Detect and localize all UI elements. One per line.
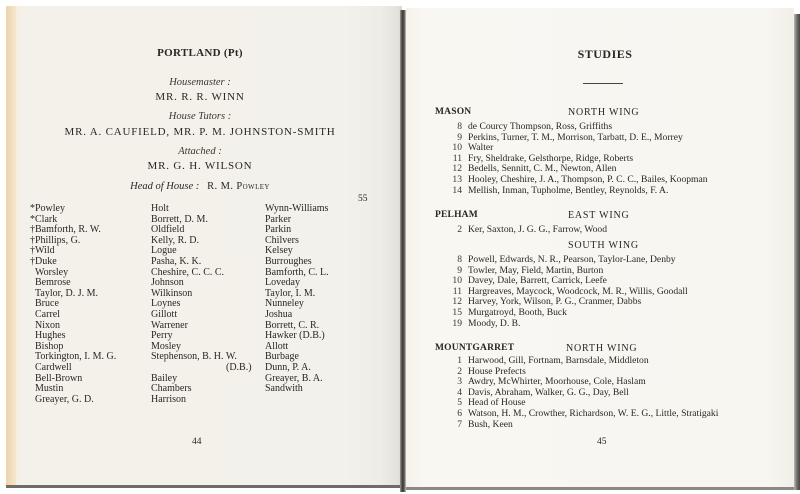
study-occupants: Walter: [468, 142, 494, 154]
study-occupants: Murgatroyd, Booth, Buck: [468, 306, 567, 318]
member-name: Gillott: [151, 308, 178, 320]
member-name: Chambers: [151, 383, 192, 395]
head-of-house-name: R. M. Powley: [207, 181, 270, 192]
member-name: Burroughes: [265, 255, 312, 267]
member-name: Bell-Brown: [30, 372, 83, 384]
study-number: 12: [452, 296, 462, 308]
member-name: Wynn-Williams: [265, 203, 329, 214]
member-name: †Phillips, G.: [30, 234, 81, 246]
member-name: Sandwith: [265, 383, 303, 395]
study-number: 19: [452, 317, 462, 329]
study-occupants: Bedells, Sennitt, C. M., Newton, Allen: [468, 163, 617, 175]
study-number: 1: [457, 355, 462, 366]
member-name: Cheshire, C. C. C.: [151, 266, 225, 278]
member-name: †Duke: [30, 255, 57, 267]
member-name: Mustin: [30, 383, 64, 395]
study-occupants: Awdry, McWhirter, Moorhouse, Cole, Haslam: [468, 376, 646, 388]
study-number: 11: [452, 285, 462, 297]
study-rows: [450, 356, 718, 430]
member-name: Taylor, I. M.: [265, 287, 316, 299]
member-name: Kelsey: [265, 245, 293, 257]
member-name: (D.B.): [226, 361, 252, 373]
housemaster-label: Housemaster :: [169, 77, 231, 88]
member-name: Warrener: [151, 319, 188, 331]
member-name: *Clark: [30, 213, 58, 225]
member-name: *Powley: [30, 203, 65, 214]
study-number: 4: [457, 386, 462, 398]
member-column-3: [265, 204, 329, 395]
wing-heading: EAST WING: [568, 210, 630, 221]
house-title: PORTLAND (Pt): [157, 47, 243, 59]
studies-title: STUDIES: [577, 47, 633, 61]
member-name: Joshua: [265, 308, 293, 320]
member-name: Parkin: [265, 224, 292, 236]
housemaster-name: MR. R. R. WINN: [155, 91, 245, 103]
study-row: [450, 308, 688, 319]
member-name: Harrison: [151, 393, 186, 405]
house-heading: PELHAM: [435, 210, 478, 220]
member-name: Dunn, P. A.: [265, 361, 311, 373]
member-name: †Wild: [30, 245, 55, 257]
member-name: Perry: [151, 330, 173, 342]
member-name: Taylor, D. J. M.: [30, 287, 99, 299]
study-occupants: Davey, Dale, Barrett, Carrick, Leefe: [468, 275, 607, 287]
member-column-2: [151, 204, 252, 405]
member-name: Torkington, I. M. G.: [30, 351, 117, 363]
study-occupants: Perkins, Turner, T. M., Morrison, Tarbatt, D. E., Morrey: [468, 131, 683, 143]
member-name: Johnson: [151, 277, 184, 289]
member-name: Nunneley: [265, 298, 304, 310]
title-rule: [583, 83, 623, 84]
study-number: 6: [457, 407, 462, 419]
member-name: Logue: [151, 245, 177, 257]
page-number-right: 45: [597, 437, 607, 447]
member-name: Borrett, C. R.: [265, 319, 320, 331]
study-occupants: Harwood, Gill, Fortnam, Barnsdale, Middleton: [468, 355, 649, 366]
study-occupants: Powell, Edwards, N. R., Pearson, Taylor-Lane, Denby: [468, 254, 676, 265]
member-name: Wilkinson: [151, 287, 193, 299]
study-number: 2: [457, 224, 462, 235]
study-number: 15: [452, 306, 462, 318]
study-number: 3: [457, 376, 462, 388]
study-number: 14: [452, 184, 462, 196]
house-heading: MASON: [435, 107, 472, 117]
study-number: 12: [452, 163, 462, 175]
member-name: Greayer, G. D.: [30, 393, 94, 405]
study-rows: [450, 122, 708, 196]
member-name: Bailey: [151, 372, 178, 384]
attached-label: Attached :: [178, 146, 222, 157]
study-number: 5: [457, 397, 462, 409]
member-name: Stephenson, B. H. W.: [151, 351, 237, 363]
study-row: [450, 122, 708, 133]
study-row: [450, 409, 718, 420]
house-heading: MOUNTGARRET: [435, 343, 515, 353]
study-occupants: Ker, Saxton, J. G. G., Farrow, Wood: [468, 224, 608, 235]
member-name: Hawker (D.B.): [265, 330, 325, 342]
page-number-left: 44: [192, 437, 202, 447]
member-name: †Bamforth, R. W.: [30, 224, 101, 236]
study-occupants: de Courcy Thompson, Ross, Griffiths: [468, 121, 613, 132]
study-number: 10: [452, 142, 462, 154]
wing-heading: NORTH WING: [566, 343, 638, 354]
member-name: Bemrose: [30, 277, 71, 289]
member-name: Holt: [151, 203, 169, 214]
head-of-house: [0, 181, 400, 192]
house-tutors-names: MR. A. CAUFIELD, MR. P. M. JOHNSTON-SMITH: [64, 126, 336, 138]
study-occupants: Watson, H. M., Crowther, Richardson, W. E. G., Little, Stratigaki: [468, 407, 719, 419]
member-name: Worsley: [30, 266, 69, 278]
study-occupants: Towler, May, Field, Martin, Burton: [468, 264, 604, 276]
study-row: [450, 356, 718, 367]
study-row: [450, 255, 688, 266]
study-occupants: Hooley, Cheshire, J. A., Thompson, P. C. C., Bailes, Koopman: [468, 173, 708, 185]
study-rows: [450, 255, 688, 329]
member-name: Chilvers: [265, 234, 299, 246]
study-occupants: Davis, Abraham, Walker, G. G., Day, Bell: [468, 386, 629, 398]
study-occupants: Moody, D. B.: [468, 317, 521, 329]
member-name: Burbage: [265, 351, 299, 363]
member-name: Nixon: [30, 319, 60, 331]
study-number: 8: [457, 254, 462, 265]
member-name: Hughes: [30, 330, 66, 342]
study-number: 8: [457, 121, 462, 132]
study-row: [450, 420, 718, 431]
member-column-1: [30, 204, 116, 405]
head-of-house-label: Head of House :: [130, 181, 200, 192]
study-occupants: Mellish, Inman, Tupholme, Bentley, Reynolds, F. A.: [468, 184, 669, 196]
study-row: [450, 186, 708, 197]
member-name: Bishop: [30, 340, 64, 352]
study-occupants: Fry, Sheldrake, Gelsthorpe, Ridge, Roberts: [468, 152, 634, 164]
study-number: 7: [457, 418, 462, 430]
study-occupants: Head of House: [468, 397, 526, 409]
study-occupants: Bush, Keen: [468, 418, 513, 430]
attached-name: MR. G. H. WILSON: [147, 160, 253, 172]
study-number: 2: [457, 365, 462, 377]
member-name: Parker: [265, 213, 292, 225]
study-rows: [450, 225, 607, 236]
study-occupants: Harvey, York, Wilson, P. G., Cranmer, Dabbs: [468, 296, 642, 308]
house-tutors-label: House Tutors :: [168, 111, 232, 122]
study-number: 11: [452, 152, 462, 164]
member-name: Allott: [265, 340, 289, 352]
wing-heading: NORTH WING: [568, 107, 640, 118]
wing-heading: SOUTH WING: [568, 240, 639, 251]
study-number: 13: [452, 173, 462, 185]
study-number: 9: [457, 264, 462, 276]
study-row: [450, 225, 607, 236]
member-name: Bamforth, C. L.: [265, 266, 329, 278]
member-count: 55: [358, 194, 368, 204]
study-row: [450, 175, 708, 186]
member-name: Mosley: [151, 340, 181, 352]
member-name: Pasha, K. K.: [151, 255, 202, 267]
member-name: Bruce: [30, 298, 59, 310]
member-name: Borrett, D. M.: [151, 213, 208, 225]
member-name: Cardwell: [30, 361, 72, 373]
member-name: Carrel: [30, 308, 60, 320]
study-row: [450, 319, 688, 330]
member-name: Loveday: [265, 277, 300, 289]
member-name: Loynes: [151, 298, 181, 310]
study-occupants: Hargreaves, Maycock, Woodcock, M. R., Willis, Goodall: [468, 285, 688, 297]
member-name: Greayer, B. A.: [265, 372, 323, 384]
member-name: Kelly, R. D.: [151, 234, 199, 246]
study-number: 9: [457, 131, 462, 143]
study-number: 10: [452, 275, 462, 287]
study-occupants: House Prefects: [468, 365, 526, 377]
member-name: Oldfield: [151, 224, 185, 236]
